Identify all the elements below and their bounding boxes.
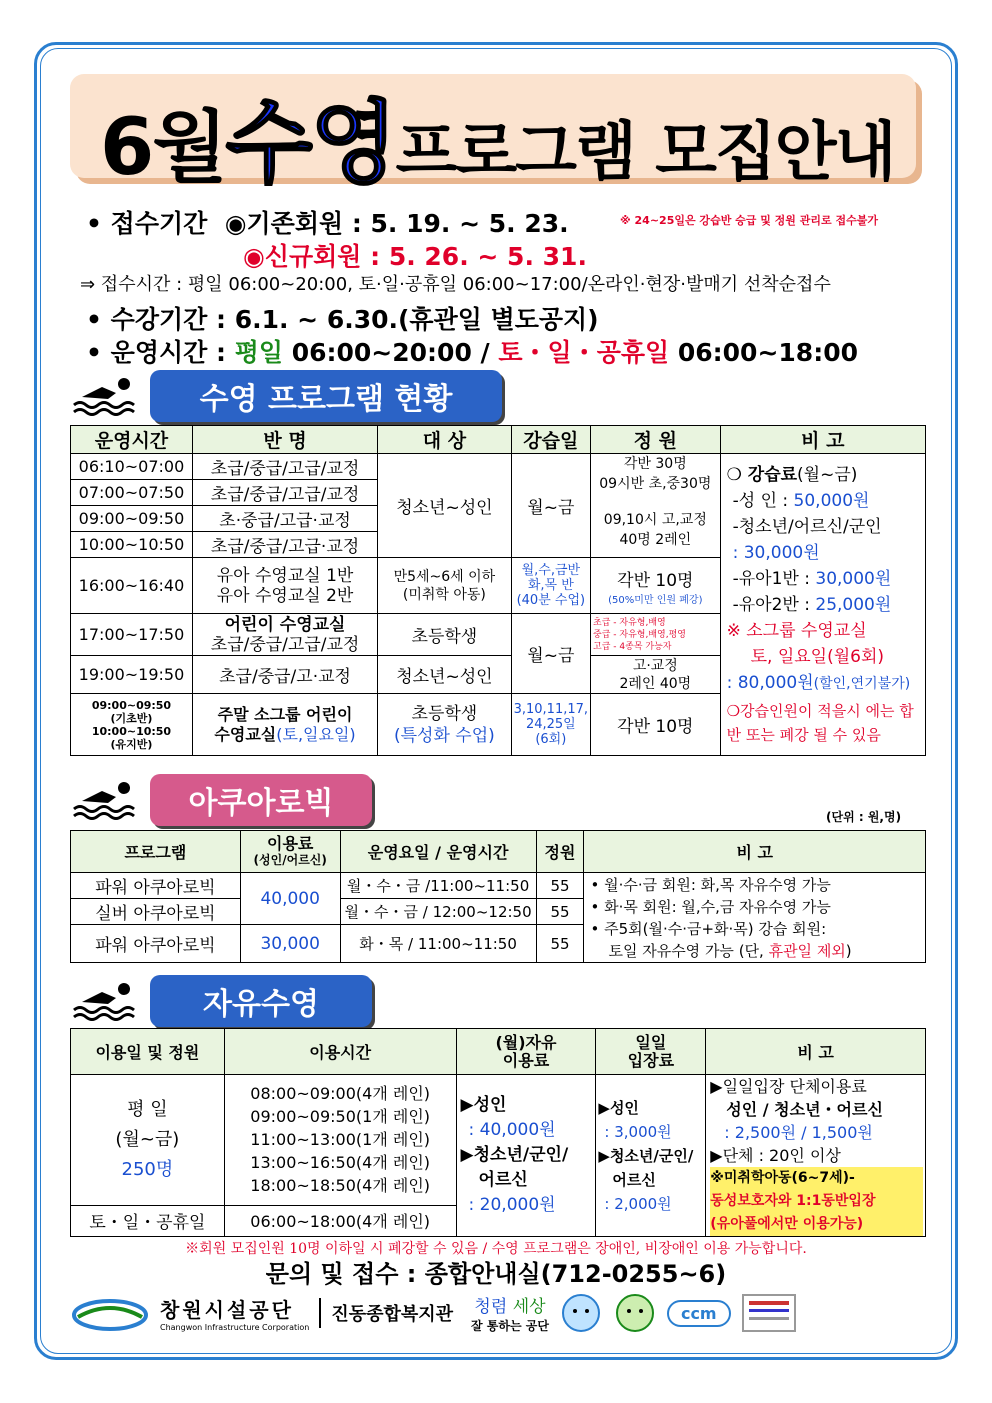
days-line: 3,10,11,17, (513, 702, 589, 717)
capacity-line: 40명 2레인 (619, 532, 692, 548)
row-fee: 40,000 (240, 873, 340, 925)
fee-kid1-label: -유아1반 : (732, 569, 810, 589)
section-aqua-header (72, 774, 372, 826)
section-aqua-title: 아쿠아로빅 (150, 774, 372, 826)
fee-adult-value: 50,000원 (793, 491, 870, 511)
org1-name: 창원시설공단 (160, 1298, 294, 1322)
daily-adult-value: : 3,000원 (604, 1122, 672, 1141)
swimmer-icon (72, 980, 142, 1022)
fee-kid2-label: -유아2반 : (732, 595, 810, 615)
header-time: 이용시간 (224, 1029, 456, 1075)
header-monthly (456, 1029, 596, 1075)
row-days (511, 694, 590, 756)
row-class (192, 558, 377, 614)
title-swim: 수영 (225, 91, 396, 196)
swim-program-table (70, 425, 926, 756)
group-price-note: (할인,연기불가) (813, 676, 911, 692)
aqua-note-line: • 월·수·금 회원: 화,목 자유수영 가능 (590, 875, 831, 894)
row-capacity (591, 558, 721, 614)
free-note-line: ※미취학아동(6~7세)- (710, 1167, 923, 1190)
slogan-block (471, 1292, 549, 1334)
days-line: 24,25일 (525, 717, 576, 732)
class-line-b: (토,일요일) (276, 724, 356, 744)
monthly-youth: ▶청소년/군인/ (460, 1145, 569, 1165)
row-capacity (591, 614, 721, 656)
table-row (71, 454, 926, 480)
row-class: 초·중급/고급·교정 (192, 506, 377, 532)
aqua-unit: (단위 : 원,명) (826, 810, 902, 824)
time-slot: 11:00~13:00(1개 레인) (250, 1130, 431, 1150)
daily-youth-2: 어르신 (612, 1170, 656, 1189)
monthly-adult: ▶성인 (460, 1095, 507, 1115)
swim-note-cell (720, 454, 925, 756)
fee-kid2 (727, 592, 921, 618)
free-table-header (71, 1029, 926, 1075)
row-target (378, 694, 511, 756)
row-program: 실버 아쿠아로빅 (71, 899, 241, 925)
row-program: 파워 아쿠아로빅 (71, 925, 241, 963)
weekend-label: 토・일・공휴일 (71, 1205, 225, 1236)
capacity-line: 각반 10명 (617, 570, 694, 591)
header-class: 반 명 (192, 426, 377, 454)
title-rest: 프로그램 모집안내 (395, 116, 895, 190)
capacity-line: 09시반 초,중30명 (599, 476, 712, 492)
time-slot: 13:00~16:50(4개 레인) (250, 1153, 431, 1173)
free-note-line: ▶일일입장 단체이용료 (710, 1077, 867, 1096)
group-line1: ※ 소그룹 수영교실 (726, 621, 867, 641)
fee-youth: -청소년/어르신/군인 (732, 517, 882, 537)
header-capacity: 정 원 (591, 426, 721, 454)
target-line: 만5세~6세 이하 (393, 568, 496, 585)
fee-kid2-value: 25,000원 (815, 595, 892, 615)
row-schedule: 월・수・금 / 12:00~12:50 (340, 899, 536, 925)
row-time: 10:00~10:50 (71, 532, 193, 558)
row-capacity (591, 656, 721, 694)
row-program: 파워 아쿠아로빅 (71, 873, 241, 899)
row-schedule: 월・수・금 /11:00~11:50 (340, 873, 536, 899)
capacity-line: 09,10시 고,교정 (603, 512, 707, 528)
mascot-green-icon (613, 1291, 657, 1335)
daily-youth-value: : 2,000원 (604, 1194, 672, 1213)
certificate-icon (741, 1293, 797, 1333)
header-target: 대 상 (378, 426, 511, 454)
weekday-times (224, 1075, 456, 1206)
capacity-line: 각반 30명 (623, 456, 687, 472)
table-row (71, 1075, 926, 1206)
time-line: (유지반) (110, 737, 153, 751)
fee-days: (월~금) (797, 465, 858, 485)
row-time: 19:00~19:50 (71, 656, 193, 694)
fee-youth-value: : 30,000원 (732, 543, 820, 563)
weekday-range: (월~금) (115, 1128, 180, 1150)
header-fee-sub: (성인/어르신) (253, 852, 327, 867)
header-day: 이용일 및 정원 (71, 1029, 225, 1075)
row-time: 16:00~16:40 (71, 558, 193, 614)
header-daily-2: 입장료 (627, 1050, 675, 1070)
target-line: (특성화 수업) (393, 725, 495, 746)
weekday-capacity: 250명 (121, 1158, 174, 1180)
footer-notice: ※회원 모집인원 10명 이하일 시 폐강할 수 있음 / 수영 프로그램은 장애인, 비장애인 이용 가능합니다. (185, 1241, 807, 1257)
row-cap: 55 (536, 873, 584, 899)
footer-logos (70, 1288, 920, 1338)
row-class: 초급/중급/고급/교정 (192, 480, 377, 506)
row-target (378, 558, 511, 614)
header-days: 강습일 (511, 426, 590, 454)
reception-existing-note: ※ 24~25일은 강습반 승급 및 정원 관리로 접수불가 (620, 214, 878, 227)
fee-adult-label: -성 인 : (732, 491, 789, 511)
row-time: 07:00~07:50 (71, 480, 193, 506)
header-fee (240, 831, 340, 873)
operation-hours (86, 333, 858, 369)
aqua-table-header (71, 831, 926, 873)
class-line-a: 수영교실 (214, 724, 277, 744)
time-line: 09:00~09:50 (91, 698, 172, 712)
header-schedule: 운영요일 / 운영시간 (340, 831, 536, 873)
header-note: 비 고 (720, 426, 925, 454)
row-class: 초급/중급/고·교정 (192, 656, 377, 694)
time-slot: 18:00~18:50(4개 레인) (250, 1176, 431, 1196)
aqua-note-b: 휴관일 제외 (768, 941, 846, 960)
row-target: 청소년~성인 (378, 656, 511, 694)
free-note-line: : 2,500원 / 1,500원 (724, 1123, 873, 1142)
row-fee: 30,000 (240, 925, 340, 963)
group-line2: 토, 일요일(월6회) (750, 647, 885, 667)
capacity-line: 중급 - 자유형,배영,평영 (593, 629, 686, 640)
row-capacity (591, 454, 721, 558)
free-note-line: ▶단체 : 20인 이상 (710, 1146, 841, 1165)
row-class (192, 694, 377, 756)
header-monthly-2: 이용료 (502, 1050, 550, 1070)
capacity-line: 고급 - 4종목 가능자 (593, 641, 672, 652)
changwon-logo-icon (70, 1293, 150, 1333)
reception-label: • 접수기간 (86, 209, 208, 238)
monthly-adult-value: : 40,000원 (468, 1120, 556, 1140)
section-swim-header (72, 370, 502, 422)
row-days: 월~금 (511, 454, 590, 558)
fee-title-line (727, 462, 921, 488)
row-cap: 55 (536, 925, 584, 963)
group-price: : 80,000원 (726, 673, 814, 693)
daily-youth: ▶청소년/군인/ (598, 1146, 694, 1165)
class-line: 유아 수영교실 1반 (216, 565, 354, 586)
row-class (192, 614, 377, 656)
fee-title: ❍ 강습료 (726, 465, 798, 485)
header-monthly-1: (월)자유 (495, 1032, 557, 1052)
table-row (71, 873, 926, 899)
monthly-youth-2: 어르신 (478, 1170, 528, 1190)
divider (319, 1298, 321, 1328)
section-free-header (72, 975, 372, 1027)
reception-existing: ◉기존회원 : 5. 19. ~ 5. 23. (224, 209, 569, 238)
group-line3 (727, 670, 921, 697)
swimmer-icon (72, 779, 142, 821)
weekend-time: 06:00~18:00(4개 레인) (224, 1205, 456, 1236)
capacity-line: 초급 - 자유형,배영 (593, 617, 666, 628)
aqua-note-line: • 주5회(월·수·금+화·목) 강습 회원: (590, 919, 827, 938)
header-time: 운영시간 (71, 426, 193, 454)
aqua-note-a: 토일 자유수영 가능 (단, (608, 941, 769, 960)
operation-weekday: 평일 (234, 338, 284, 367)
class-line (195, 725, 375, 745)
class-line: 어린이 수영교실 (224, 614, 346, 635)
swim-table-header (71, 426, 926, 454)
org1-block (160, 1294, 309, 1332)
header-program: 프로그램 (71, 831, 241, 873)
target-line: (미취학 아동) (402, 586, 486, 603)
class-line: 유아 수영교실 2반 (216, 585, 354, 606)
row-class: 초급/중급/고급·교정 (192, 532, 377, 558)
course-period: • 수강기간 : 6.1. ~ 6.30.(휴관일 별도공지) (86, 305, 599, 334)
free-note-cell (706, 1075, 926, 1237)
operation-weekday-time: 06:00~20:00 / (291, 338, 490, 367)
slogan-2: 세상 (512, 1297, 546, 1317)
aqua-table (70, 830, 926, 963)
slogan-1: 청렴 (474, 1297, 508, 1317)
capacity-line: 2레인 40명 (619, 675, 692, 692)
target-line: 초등학생 (411, 703, 478, 724)
section-free-title: 자유수영 (150, 975, 372, 1027)
aqua-note-c: ) (845, 941, 852, 960)
fee-kid1 (727, 566, 921, 592)
free-note-line: 성인 / 청소년・어르신 (726, 1100, 883, 1119)
header-cap: 정원 (536, 831, 584, 873)
daily-fee-cell (596, 1075, 706, 1237)
row-cap: 55 (536, 899, 584, 925)
header-daily-1: 일일 (635, 1032, 667, 1052)
ccm-logo: ccm (667, 1300, 731, 1327)
days-line: (6회) (535, 732, 567, 747)
row-time: 09:00~09:50 (71, 506, 193, 532)
monthly-youth-value: : 20,000원 (468, 1195, 556, 1215)
org1-english: Changwon Infrastructure Corporation (160, 1323, 310, 1332)
header-note: 비 고 (584, 831, 926, 873)
free-note-line: (유아풀에서만 이용가능) (710, 1213, 923, 1236)
swimmer-icon (72, 375, 142, 417)
org2-name: 진동종합복지관 (331, 1304, 454, 1325)
aqua-note-line (590, 940, 923, 962)
capacity-note: (50%미만 인원 폐강) (608, 594, 703, 606)
reception-line (86, 204, 569, 240)
header-daily (596, 1029, 706, 1075)
row-time: 17:00~17:50 (71, 614, 193, 656)
row-target: 청소년~성인 (378, 454, 511, 558)
row-days (511, 558, 590, 614)
fee-adult (727, 488, 921, 514)
free-note-line: 동성보호자와 1:1동반입장 (710, 1190, 923, 1213)
days-line: (40분 수업) (516, 593, 586, 608)
time-line: 10:00~10:50 (91, 724, 172, 738)
aqua-note-cell (584, 873, 926, 963)
row-time (71, 694, 193, 756)
operation-label: • 운영시간 : (86, 338, 226, 367)
footer-contact: 문의 및 접수 : 종합안내실(712-0255~6) (265, 1260, 727, 1288)
section-swim-title: 수영 프로그램 현황 (150, 370, 502, 422)
row-schedule: 화・목 / 11:00~11:50 (340, 925, 536, 963)
daily-adult: ▶성인 (598, 1098, 639, 1117)
row-class: 초급/중급/고급/교정 (192, 454, 377, 480)
row-capacity: 각반 10명 (591, 694, 721, 756)
fee-kid1-value: 30,000원 (815, 569, 892, 589)
header-fee-label: 이용료 (267, 833, 314, 853)
slogan-bottom: 잘 통하는 공단 (471, 1319, 549, 1333)
warn-note: ❍강습인원이 적을시 에는 합반 또는 폐강 될 수 있음 (726, 702, 914, 744)
reception-hours: ⇒ 접수시간 : 평일 06:00~20:00, 토·일·공휴일 06:00~17:00/온라인·현장·발매기 선착순접수 (80, 274, 831, 295)
time-slot: 08:00~09:00(4개 레인) (250, 1084, 431, 1104)
reception-new: ◉신규회원 : 5. 26. ~ 5. 31. (243, 242, 587, 271)
header-note: 비 고 (706, 1029, 926, 1075)
row-time: 06:10~07:00 (71, 454, 193, 480)
aqua-note-line: • 화·목 회원: 월,수,금 자유수영 가능 (590, 897, 831, 916)
title-month: 6월 (100, 103, 226, 193)
monthly-fee-cell (456, 1075, 596, 1237)
days-line: 월,수,금반 (521, 563, 581, 578)
slogan-top (471, 1292, 549, 1317)
free-swim-table (70, 1028, 926, 1237)
capacity-line: 고·교정 (632, 657, 678, 674)
operation-weekend-time: 06:00~18:00 (677, 338, 858, 367)
page-title (100, 70, 895, 196)
weekday-cell (71, 1075, 225, 1206)
days-line: 화,목 반 (527, 578, 574, 593)
mascot-blue-icon (559, 1291, 603, 1335)
row-days: 월~금 (511, 614, 590, 694)
class-line: 주말 소그룹 어린이 (217, 704, 353, 724)
time-line: (기초반) (110, 711, 153, 725)
operation-weekend: 토・일・공휴일 (498, 338, 670, 367)
class-line: 초급/중급/고급/교정 (210, 634, 360, 655)
row-target: 초등학생 (378, 614, 511, 656)
time-slot: 09:00~09:50(1개 레인) (250, 1107, 431, 1127)
weekday-label: 평 일 (127, 1098, 168, 1120)
